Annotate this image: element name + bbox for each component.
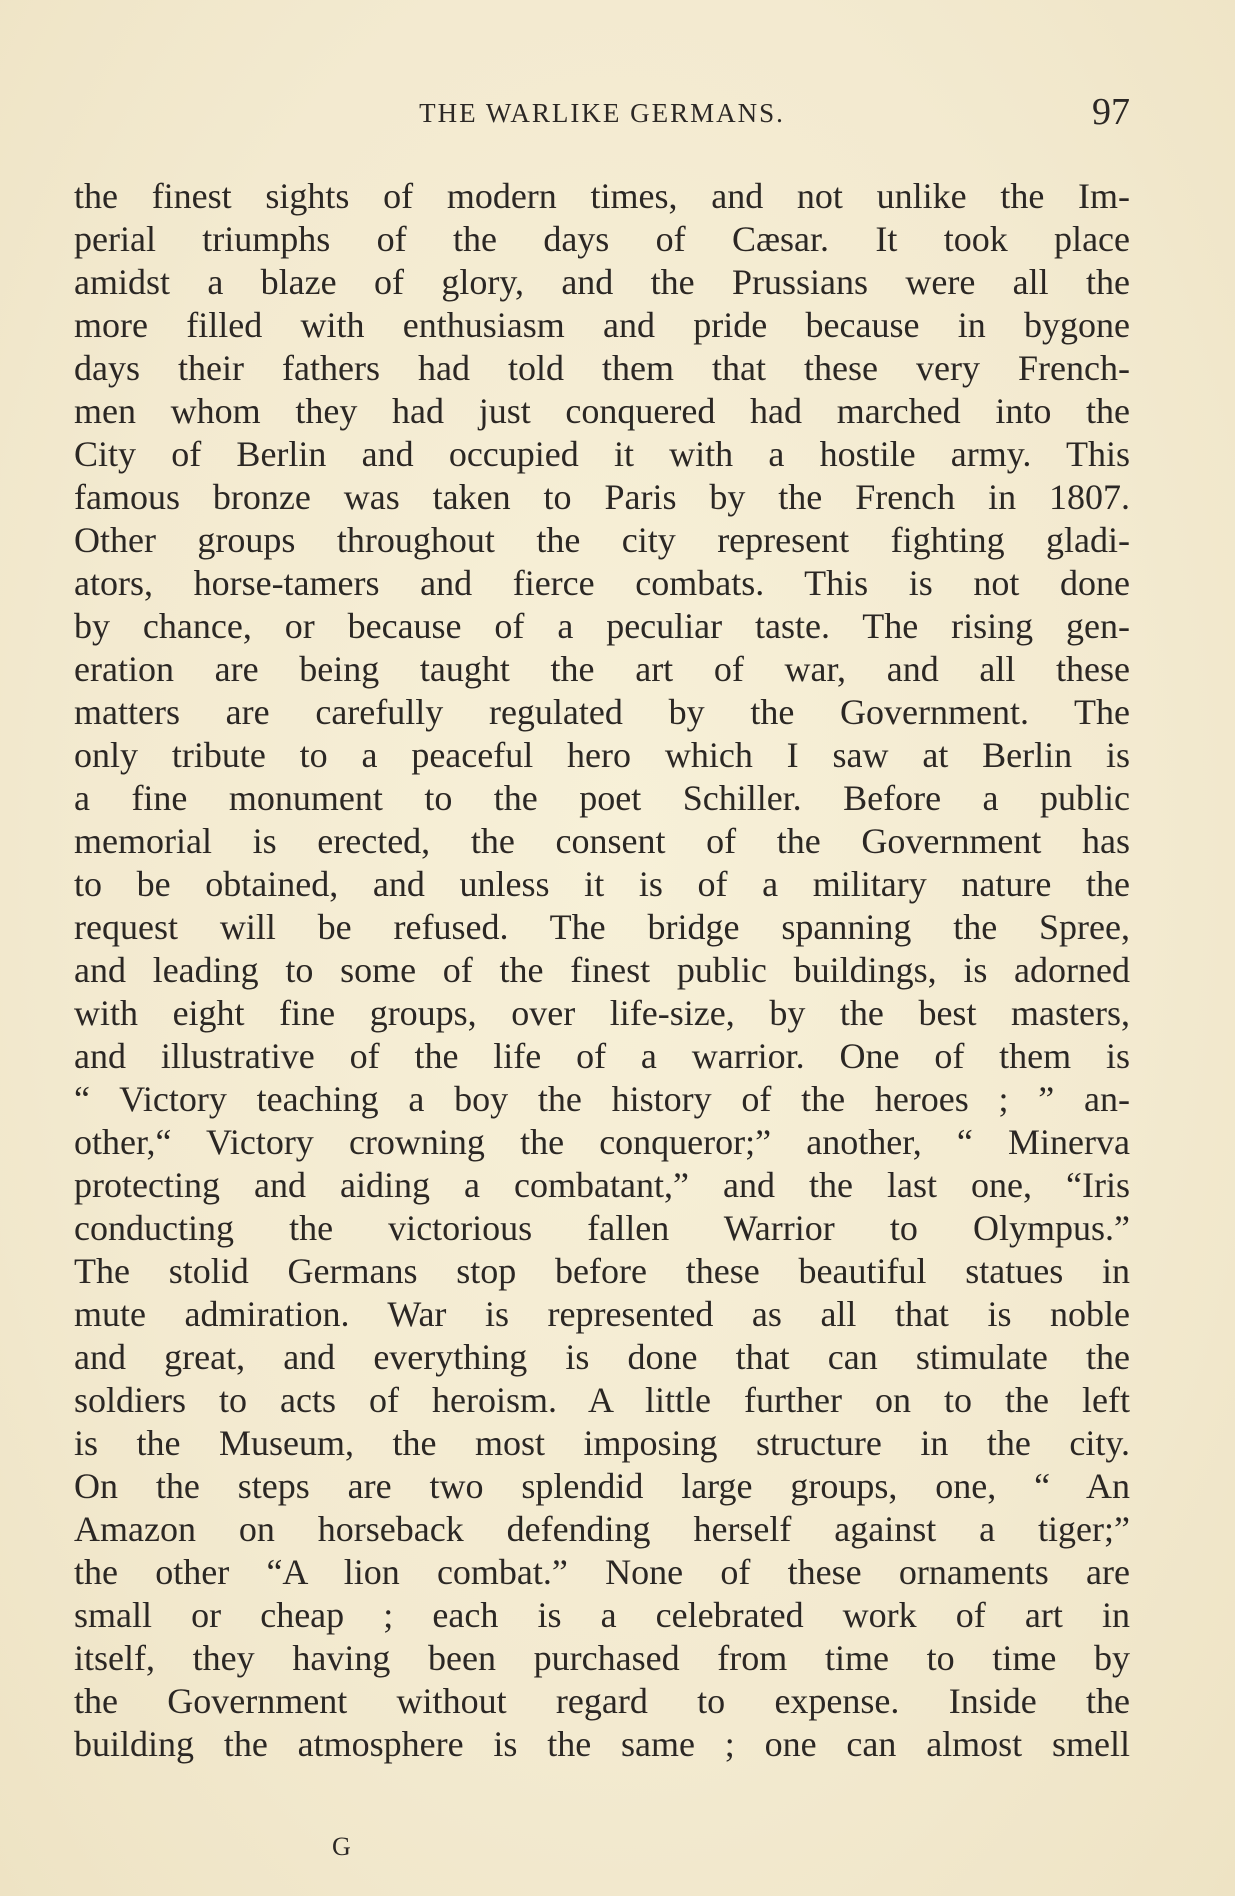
text-line: itself, they having been purchased from time to time by xyxy=(74,1638,1130,1678)
text-line: mute admiration. War is represented as all that is noble xyxy=(74,1294,1130,1334)
text-line: amidst a blaze of glory, and the Prussians were all the xyxy=(74,262,1130,302)
text-line: building the atmosphere is the same ; one can almost smell xyxy=(74,1724,1130,1764)
text-line: with eight fine groups, over life-size, by the best masters, xyxy=(74,993,1130,1033)
text-line: soldiers to acts of heroism. A little further on to the left xyxy=(74,1380,1130,1420)
text-line: the other “A lion combat.” None of these ornaments are xyxy=(74,1552,1130,1592)
text-line: eration are being taught the art of war, and all these xyxy=(74,649,1130,689)
text-line: is the Museum, the most imposing structure in the city. xyxy=(74,1423,1130,1463)
text-line: by chance, or because of a peculiar taste. The rising gen- xyxy=(74,606,1130,646)
text-line: memorial is erected, the consent of the Government has xyxy=(74,821,1130,861)
text-line: and great, and everything is done that can stimulate the xyxy=(74,1337,1130,1377)
text-line: famous bronze was taken to Paris by the French in 1807. xyxy=(74,477,1130,517)
text-line: ators, horse-tamers and fierce combats. This is not done xyxy=(74,563,1130,603)
text-line: matters are carefully regulated by the Government. The xyxy=(74,692,1130,732)
text-line: days their fathers had told them that these very French- xyxy=(74,348,1130,388)
running-head xyxy=(74,90,1130,134)
text-line: only tribute to a peaceful hero which I saw at Berlin is xyxy=(74,735,1130,775)
text-line: Other groups throughout the city represent fighting gladi- xyxy=(74,520,1130,560)
text-line: On the steps are two splendid large groups, one, “ An xyxy=(74,1466,1130,1506)
text-line: the finest sights of modern times, and not unlike the Im- xyxy=(74,176,1130,216)
text-line: Amazon on horseback defending herself against a tiger;” xyxy=(74,1509,1130,1549)
body-text xyxy=(74,175,1130,1766)
text-line: and illustrative of the life of a warrior. One of them is xyxy=(74,1036,1130,1076)
text-line: conducting the victorious fallen Warrior to Olympus.” xyxy=(74,1208,1130,1248)
text-line: request will be refused. The bridge spanning the Spree, xyxy=(74,907,1130,947)
text-line: a fine monument to the poet Schiller. Before a public xyxy=(74,778,1130,818)
text-line: more filled with enthusiasm and pride because in bygone xyxy=(74,305,1130,345)
page-number: 97 xyxy=(1092,91,1130,133)
text-line: The stolid Germans stop before these beautiful statues in xyxy=(74,1251,1130,1291)
text-line: small or cheap ; each is a celebrated work of art in xyxy=(74,1595,1130,1635)
text-line: perial triumphs of the days of Cæsar. It took place xyxy=(74,219,1130,259)
text-line: City of Berlin and occupied it with a hostile army. This xyxy=(74,434,1130,474)
text-line: protecting and aiding a combatant,” and the last one, “Iris xyxy=(74,1165,1130,1205)
text-line: to be obtained, and unless it is of a military nature the xyxy=(74,864,1130,904)
text-line: “ Victory teaching a boy the history of the heroes ; ” an- xyxy=(74,1079,1130,1119)
text-line: other,“ Victory crowning the conqueror;” another, “ Minerva xyxy=(74,1122,1130,1162)
text-line: men whom they had just conquered had marched into the xyxy=(74,391,1130,431)
text-line: the Government without regard to expense. Inside the xyxy=(74,1681,1130,1721)
signature-mark: G xyxy=(332,1832,351,1861)
text-line: and leading to some of the finest public buildings, is adorned xyxy=(74,950,1130,990)
running-title: THE WARLIKE GERMANS. xyxy=(419,98,785,128)
